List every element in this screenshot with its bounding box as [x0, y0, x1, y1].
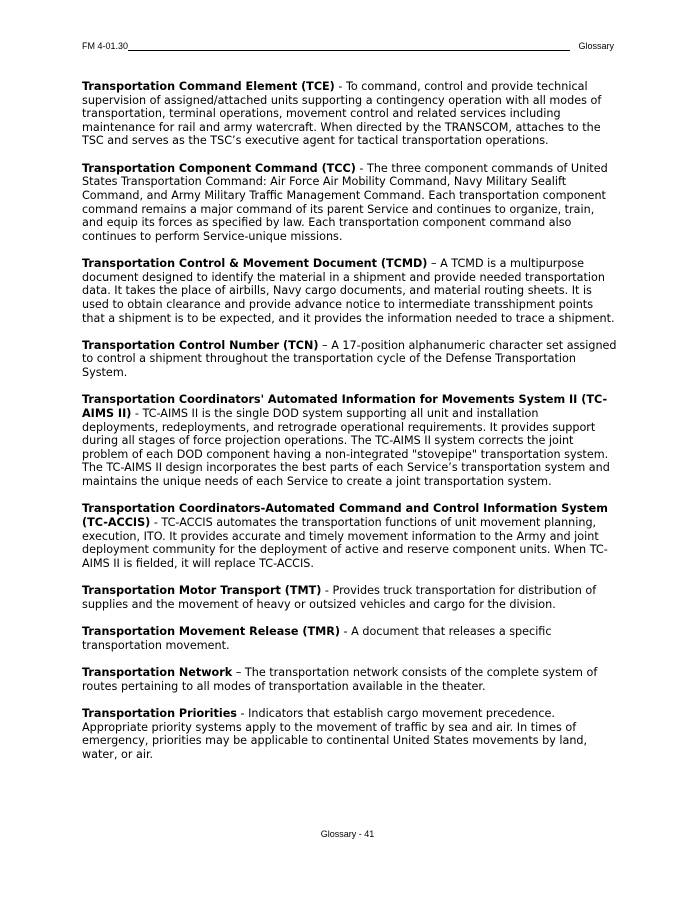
entry-definition: – A TCMD is a multipurpose document designed to identify the material in a shipment and provide needed transportation data. It takes the place of airbills, Navy cargo documents, and material routing sheets. It is used to obtain clearance and provide advance notice to intermediate transshipment points that a shipment is to be expected, and it provides the information needed to trace a shipment. — [82, 257, 615, 325]
glossary-entry-tc-aims-ii — [82, 393, 617, 488]
glossary-entry-tmt — [82, 584, 617, 611]
entry-term: Transportation Movement Release (TMR) — [82, 625, 340, 639]
entry-definition: - A document that releases a specific transportation movement. — [82, 625, 552, 652]
glossary-entry-transportation-priorities — [82, 707, 617, 761]
glossary-entry-tcmd — [82, 257, 617, 325]
entry-definition: - To command, control and provide technical supervision of assigned/attached units supporting a contingency operation with all modes of transportation, terminal operations, movement control and related services including maintenance for rail and army watercraft. When directed by the TRANSCOM, attaches to the TSC and serves as the TSC’s executive agent for tactical transportation operations. — [82, 80, 602, 148]
glossary-entry-tcn — [82, 339, 617, 380]
header-section-title: Glossary — [578, 41, 614, 51]
entry-term: Transportation Coordinators-Automated Command and Control Information System (TC-ACCIS) — [82, 502, 608, 530]
entry-term: Transportation Motor Transport (TMT) — [82, 584, 322, 598]
entry-term: Transportation Priorities — [82, 707, 237, 721]
page-number: Glossary - 41 — [320, 829, 375, 839]
glossary-entry-tcc — [82, 162, 617, 244]
entry-definition: - Provides truck transportation for distribution of supplies and the movement of heavy or outsized vehicles and cargo for the division. — [82, 584, 597, 611]
entry-definition: - TC-ACCIS automates the transportation functions of unit movement planning, execution, ITO. It provides accurate and timely movement information to the Army and joint deployment community for the deployment of active and reserve component units. When TC-AIMS II is fielded, it will replace TC-ACCIS. — [82, 516, 608, 570]
glossary-entry-tmr — [82, 625, 617, 652]
header-rule — [128, 50, 570, 51]
glossary-entry-tc-accis — [82, 502, 617, 570]
entry-term: Transportation Command Element (TCE) — [82, 80, 335, 93]
entry-definition: - TC-AIMS II is the single DOD system supporting all unit and installation deployments, redeployments, and retrograde operational requirements. It provides support during all stages of force projection operations. The TC-AIMS II system corrects the joint problem of each DOD component having a non-integrated "stovepipe" transportation system. The TC-AIMS II design incorporates the best parts of each Service’s transportation system and maintains the unique needs of each Service to create a joint transportation system. — [82, 407, 610, 489]
entry-term: Transportation Control & Movement Document (TCMD) — [82, 257, 428, 271]
glossary-entry-transportation-network — [82, 666, 617, 693]
entry-term: Transportation Network — [82, 666, 233, 680]
entry-definition: – The transportation network consists of the complete system of routes pertaining to all modes of transportation available in the theater. — [82, 666, 598, 693]
entry-term: Transportation Coordinators' Automated Information for Movements System II (TC-AIMS II) — [82, 393, 608, 421]
entry-definition: - The three component commands of United States Transportation Command: Air Force Air Mobility Command, Navy Military Sealift Command, and Army Military Traffic Management Command. Each transportation component command remains a major command of its parent Service and continues to organize, train, and equip its forces as specified by law. Each transportation component command also continues to perform Service-unique missions. — [82, 161, 608, 243]
entry-definition: – A 17-position alphanumeric character set assigned to control a shipment throughout the transportation cycle of the Defense Transportation System. — [82, 338, 617, 380]
glossary-entry-tce — [82, 80, 617, 148]
page-header — [82, 40, 614, 54]
glossary-entries — [82, 80, 617, 775]
entry-definition: - Indicators that establish cargo movement precedence. Appropriate priority systems apply to the movement of traffic by sea and air. In times of emergency, priorities may be applicable to continental United States movements by land, water, or air. — [82, 707, 588, 761]
page-footer — [0, 829, 695, 839]
header-manual-number: FM 4-01.30 — [82, 41, 129, 51]
entry-term: Transportation Component Command (TCC) — [82, 161, 356, 175]
entry-term: Transportation Control Number (TCN) — [82, 338, 319, 352]
